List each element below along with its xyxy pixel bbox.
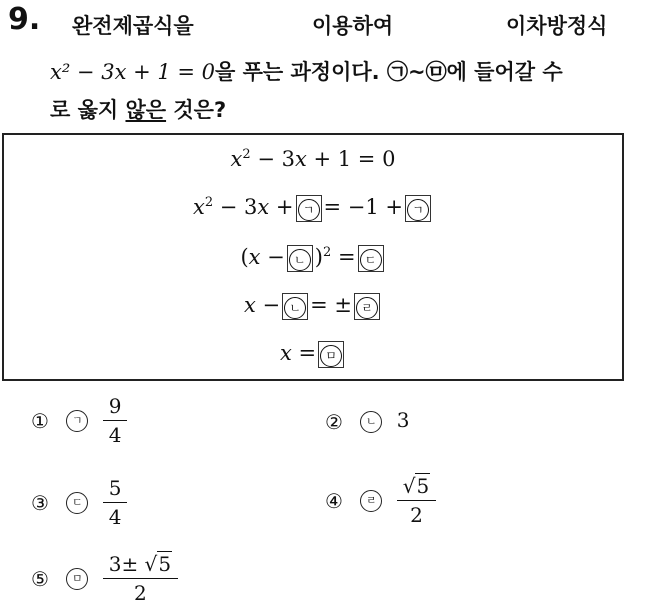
equation-step-3: (x − ㄴ )$^2$ = ㄷ	[4, 245, 622, 272]
blank-a: ㄱ	[296, 195, 322, 222]
range-from-marker: ㉠	[386, 60, 408, 84]
choice-5-number: ⑤	[31, 566, 49, 591]
blank-a-2: ㄱ	[405, 195, 431, 222]
choice-4-marker: ㄹ	[360, 490, 382, 512]
blank-b-2: ㄴ	[282, 293, 308, 320]
choice-1-number: ①	[31, 408, 49, 433]
choice-4-fraction: $\frac{√5}{2}$	[397, 472, 436, 529]
equation-step-4: x − ㄴ = ± ㄹ	[4, 293, 622, 320]
range-to-marker: ㉤	[425, 60, 447, 84]
choice-5[interactable]	[28, 550, 178, 607]
question-word-2: 이용하여	[312, 14, 394, 38]
blank-c: ㄷ	[358, 245, 384, 272]
choice-3-fraction: $\frac{5}{4}$	[103, 474, 128, 531]
choice-1-fraction: $\frac{9}{4}$	[103, 392, 128, 449]
question-word-1: 완전제곱식을	[72, 14, 194, 38]
choice-2-number: ②	[325, 409, 343, 434]
choice-1[interactable]	[28, 392, 127, 449]
choice-2-marker: ㄴ	[360, 411, 382, 433]
choice-3-number: ③	[31, 490, 49, 515]
question-line-2-tail: 에 들어갈 수	[446, 60, 563, 84]
equation-step-2: $x^2 - 3x$ + ㄱ = −1 + ㄱ	[4, 195, 622, 222]
equation-step-1: $x^2 - 3x + 1 = 0$	[230, 147, 396, 171]
question-word-3: 이차방정식	[506, 14, 608, 38]
choice-5-fraction: $\frac{3\pm √5}{2}$	[103, 550, 178, 607]
equation-inline: x² − 3x + 1 = 0	[50, 60, 216, 84]
choice-2-value: 3	[396, 408, 410, 432]
equation-step-5: x = ㅁ	[4, 341, 622, 368]
range-separator: ~	[407, 60, 426, 84]
emphasis-not: 않은	[125, 98, 167, 122]
blank-d: ㄹ	[354, 293, 380, 320]
question-line-3-suffix: 것은?	[173, 98, 227, 122]
question-line-2-text: 을 푸는 과정이다.	[215, 60, 380, 84]
choice-3[interactable]	[28, 474, 127, 531]
question-line-2	[50, 56, 563, 86]
choice-1-marker: ㄱ	[66, 410, 88, 432]
question-number: 9.	[8, 2, 41, 37]
question-line-3	[50, 94, 226, 124]
choice-5-marker: ㅁ	[66, 568, 88, 590]
solution-box	[2, 133, 624, 381]
choice-4-number: ④	[325, 488, 343, 513]
choice-3-marker: ㄷ	[66, 492, 88, 514]
question-line-3-prefix: 로 옳지	[50, 98, 119, 122]
blank-b: ㄴ	[287, 245, 313, 272]
choice-4[interactable]	[322, 472, 436, 529]
blank-e: ㅁ	[318, 341, 344, 368]
choice-2[interactable]	[322, 408, 409, 434]
